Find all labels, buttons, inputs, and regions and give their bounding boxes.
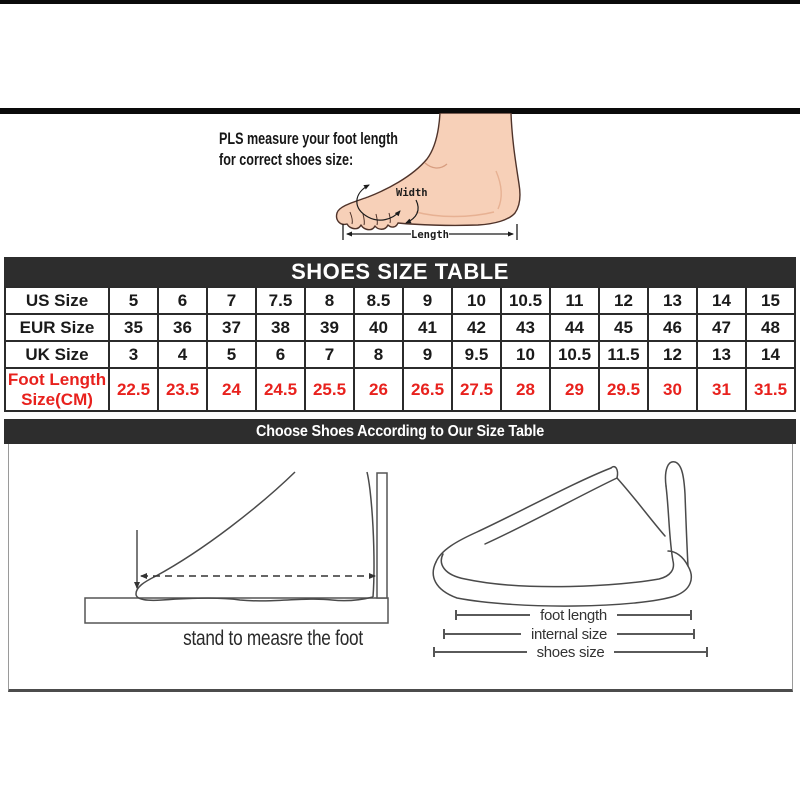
width-label: Width: [396, 187, 428, 199]
shoe-vamp-lower-line: [485, 478, 617, 544]
size-cell: 15: [746, 287, 795, 314]
size-cell: 30: [648, 368, 697, 411]
size-cell: 6: [158, 287, 207, 314]
shoe-sole-top-line: [441, 486, 673, 587]
size-cell: 47: [697, 314, 746, 341]
size-cell: 9: [403, 341, 452, 368]
size-cell: 24.5: [256, 368, 305, 411]
size-cell: 13: [648, 287, 697, 314]
row-label: Foot Length Size(CM): [5, 368, 109, 411]
measure-note-line2: for correct shoes size:: [219, 150, 354, 169]
size-cell: 43: [501, 314, 550, 341]
size-table-section: [4, 257, 796, 412]
size-cell: 31: [697, 368, 746, 411]
size-cell: 44: [550, 314, 599, 341]
size-cell: 7.5: [256, 287, 305, 314]
size-cell: 9.5: [452, 341, 501, 368]
size-cell: 14: [697, 287, 746, 314]
foot-measure-illustration: [328, 113, 523, 240]
row-label: EUR Size: [5, 314, 109, 341]
stand-measure-caption: stand to measre the foot: [183, 627, 363, 650]
size-cell: 38: [256, 314, 305, 341]
size-cell: 5: [109, 287, 158, 314]
size-cell: 10: [501, 341, 550, 368]
size-cell: 5: [207, 341, 256, 368]
measure-note-line1: PLS measure your foot length: [219, 129, 398, 148]
size-cell: 37: [207, 314, 256, 341]
choose-shoes-banner: [4, 419, 796, 444]
size-cell: 31.5: [746, 368, 795, 411]
measure-row-label: shoes size: [536, 643, 605, 661]
size-cell: 10.5: [501, 287, 550, 314]
size-cell: 8.5: [354, 287, 403, 314]
shoe-quarter-line: [617, 478, 665, 536]
row-label: UK Size: [5, 341, 109, 368]
size-cell: 29.5: [599, 368, 648, 411]
measure-row-label: foot length: [540, 606, 607, 624]
table-row: [5, 314, 795, 341]
measure-row-label: internal size: [530, 625, 608, 643]
size-table: [4, 286, 796, 412]
table-row: [5, 368, 795, 411]
size-cell: 41: [403, 314, 452, 341]
shoe-outline-diagram: [425, 450, 720, 610]
size-cell: 45: [599, 314, 648, 341]
size-cell: 46: [648, 314, 697, 341]
size-cell: 25.5: [305, 368, 354, 411]
size-table-body: [5, 287, 795, 411]
table-row: [5, 287, 795, 314]
size-cell: 7: [207, 287, 256, 314]
size-cell: 35: [109, 314, 158, 341]
size-cell: 13: [697, 341, 746, 368]
size-cell: 3: [109, 341, 158, 368]
size-cell: 39: [305, 314, 354, 341]
length-label: Length: [411, 229, 449, 240]
top-divider-bar: [0, 0, 800, 4]
size-cell: 28: [501, 368, 550, 411]
choose-shoes-banner-text: Choose Shoes According to Our Size Table: [255, 423, 545, 440]
size-cell: 40: [354, 314, 403, 341]
size-cell: 48: [746, 314, 795, 341]
size-cell: 8: [354, 341, 403, 368]
size-cell: 27.5: [452, 368, 501, 411]
row-label: US Size: [5, 287, 109, 314]
size-cell: 4: [158, 341, 207, 368]
size-cell: 42: [452, 314, 501, 341]
size-cell: 10.5: [550, 341, 599, 368]
size-cell: 11.5: [599, 341, 648, 368]
size-table-title: SHOES SIZE TABLE: [4, 257, 796, 286]
size-cell: 7: [305, 341, 354, 368]
size-cell: 23.5: [158, 368, 207, 411]
floor-block: [85, 598, 388, 623]
shoe-collar-tip: [611, 467, 618, 478]
size-cell: 12: [648, 341, 697, 368]
size-cell: 24: [207, 368, 256, 411]
size-cell: 10: [452, 287, 501, 314]
size-cell: 36: [158, 314, 207, 341]
size-cell: 6: [256, 341, 305, 368]
size-cell: 14: [746, 341, 795, 368]
size-cell: 26: [354, 368, 403, 411]
shoe-sole-outline: [433, 551, 691, 606]
size-cell: 8: [305, 287, 354, 314]
wall-block: [377, 473, 387, 598]
foot-profile-outline: [136, 472, 374, 601]
size-cell: 12: [599, 287, 648, 314]
size-cell: 29: [550, 368, 599, 411]
shoe-vamp-top-line: [436, 468, 611, 562]
table-row: [5, 341, 795, 368]
size-cell: 26.5: [403, 368, 452, 411]
size-cell: 11: [550, 287, 599, 314]
stand-measure-diagram: [70, 450, 410, 655]
size-cell: 22.5: [109, 368, 158, 411]
size-cell: 9: [403, 287, 452, 314]
